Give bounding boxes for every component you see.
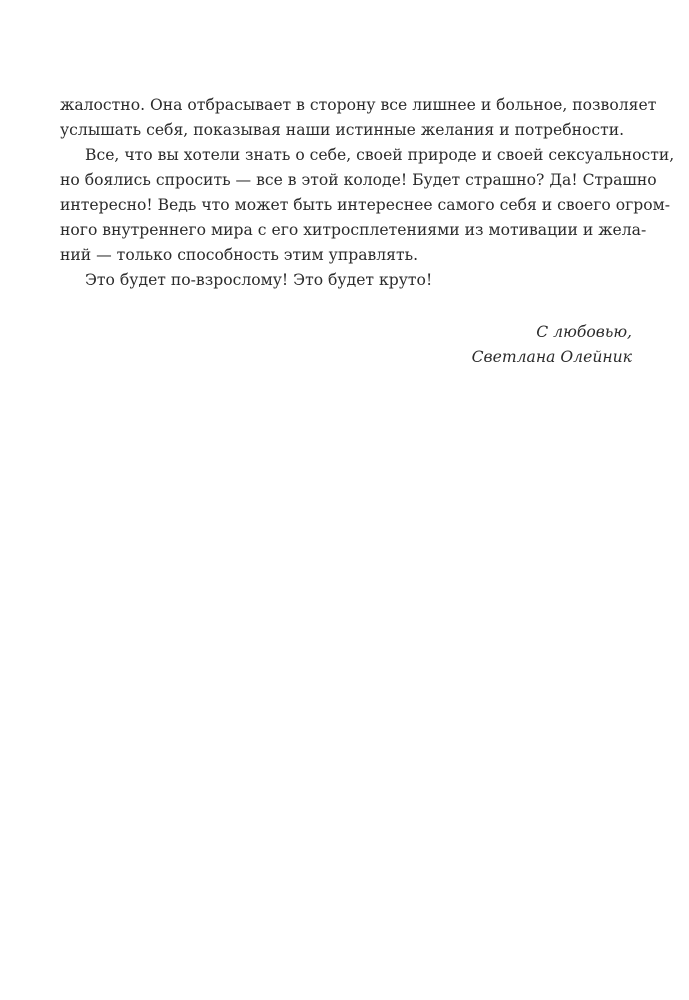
text-line: ний — только способность этим управлять.	[60, 246, 419, 264]
text-line: но боялись спросить — все в этой колоде! Будет страшно? Да! Страшно	[60, 171, 657, 189]
signature-author: Светлана Олейник	[471, 348, 632, 366]
text-line: интересно! Ведь что может быть интереснее самого себя и своего огром-	[60, 196, 671, 214]
text-line: Это будет по-взрослому! Это будет круто!	[85, 271, 433, 289]
text-line: услышать себя, показывая наши истинные желания и потребности.	[60, 121, 625, 139]
text-line: жалостно. Она отбрасывает в сторону все лишнее и больное, позволяет	[60, 96, 657, 114]
body-text	[60, 93, 675, 293]
signature	[472, 320, 632, 370]
text-line: ного внутреннего мира с его хитросплетениями из мотивации и жела-	[60, 221, 647, 239]
signature-closing: С любовью,	[536, 323, 632, 341]
text-line: Все, что вы хотели знать о себе, своей природе и своей сексуальности,	[85, 146, 675, 164]
